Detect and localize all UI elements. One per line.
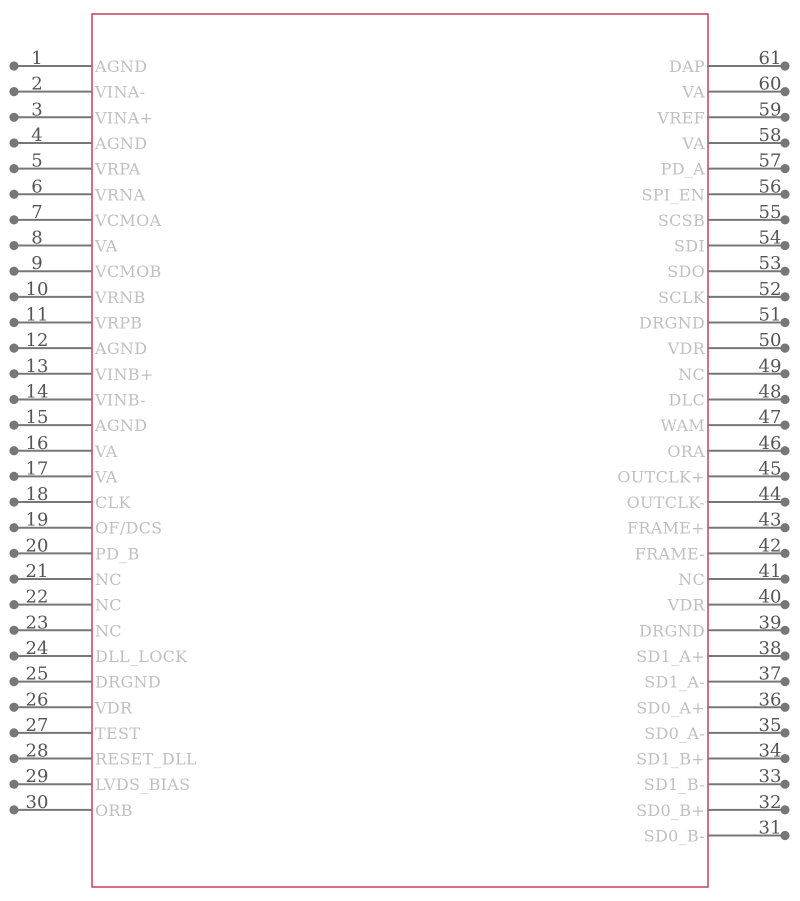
pin-53 [667, 253, 789, 281]
pin-20 [9, 535, 139, 563]
pin-terminal[interactable] [9, 190, 18, 199]
pin-19 [9, 510, 162, 538]
pin-terminal[interactable] [780, 677, 789, 686]
pin-47 [661, 407, 790, 435]
pin-25 [9, 664, 161, 692]
pin-terminal[interactable] [780, 61, 789, 70]
pin-name: NC [95, 570, 122, 589]
pin-name: SD0_A- [644, 723, 705, 743]
pin-number: 15 [25, 407, 49, 429]
pin-name: ORA [667, 441, 705, 461]
pin-name: FRAME- [634, 544, 705, 564]
pin-name: SD0_B+ [636, 800, 705, 820]
pin-terminal[interactable] [9, 780, 18, 789]
pin-number: 20 [25, 535, 49, 557]
pin-number: 8 [31, 227, 43, 249]
pin-15 [9, 407, 147, 435]
pin-terminal[interactable] [780, 113, 789, 122]
pin-number: 34 [758, 740, 782, 762]
pin-name: VRPA [95, 159, 141, 179]
pin-number: 17 [25, 458, 49, 480]
pin-name: SD0_B- [643, 826, 705, 846]
pin-name: SD0_A+ [636, 698, 705, 718]
pin-10 [9, 279, 145, 307]
pin-26 [9, 689, 133, 717]
pin-terminal[interactable] [780, 805, 789, 814]
pin-name: SD1_A- [644, 672, 705, 692]
pin-number: 37 [758, 663, 782, 685]
pin-name: VRNA [95, 185, 146, 205]
left-pin-column [9, 48, 196, 820]
pin-terminal[interactable] [9, 626, 18, 635]
pin-terminal[interactable] [9, 267, 18, 276]
pin-27 [9, 715, 140, 743]
pin-name: VA [95, 236, 118, 256]
pin-60 [681, 74, 789, 102]
pin-name: RESET_DLL [95, 749, 197, 769]
pin-number: 55 [758, 201, 782, 223]
pin-51 [639, 305, 790, 333]
pin-name: SD1_A+ [636, 646, 705, 666]
pin-4 [9, 125, 147, 153]
pin-39 [639, 612, 790, 640]
pin-18 [9, 484, 131, 512]
pin-terminal[interactable] [9, 395, 18, 404]
pin-terminal[interactable] [9, 446, 18, 455]
pin-terminal[interactable] [9, 113, 18, 122]
pin-number: 60 [758, 73, 782, 95]
pin-terminal[interactable] [9, 497, 18, 506]
pin-name: VINB- [95, 390, 146, 410]
pin-number: 1 [31, 48, 43, 69]
pin-number: 28 [25, 740, 49, 762]
pin-6 [9, 176, 145, 204]
pin-number: 32 [758, 791, 782, 813]
pin-name: NC [678, 570, 705, 589]
pin-3 [9, 99, 153, 127]
pin-name: VDR [667, 339, 705, 359]
pin-number: 7 [31, 201, 43, 223]
pin-name: VRNB [95, 287, 146, 307]
pin-48 [668, 381, 789, 409]
pin-terminal[interactable] [780, 831, 789, 840]
pin-name: SD1_B- [643, 775, 705, 795]
pin-56 [641, 176, 789, 204]
pin-terminal[interactable] [780, 292, 789, 301]
pin-number: 30 [25, 791, 49, 813]
pin-terminal[interactable] [9, 574, 18, 583]
pin-31 [644, 818, 790, 846]
pin-number: 44 [758, 484, 782, 506]
pin-number: 54 [758, 227, 782, 249]
pin-number: 57 [758, 150, 782, 172]
pin-name: SCLK [658, 287, 705, 307]
pin-number: 3 [31, 99, 43, 121]
pin-38 [636, 638, 789, 666]
pin-name: SDO [667, 262, 705, 282]
pin-number: 59 [758, 99, 782, 121]
pin-50 [667, 330, 790, 358]
pin-number: 50 [758, 330, 782, 352]
pin-name: VA [682, 133, 705, 153]
pin-number: 52 [758, 278, 782, 300]
pin-terminal[interactable] [9, 472, 18, 481]
pin-terminal[interactable] [9, 523, 18, 532]
pin-name: AGND [95, 416, 148, 436]
pin-number: 36 [758, 689, 782, 711]
pin-7 [9, 202, 161, 230]
pin-name: NC [678, 364, 705, 384]
pin-terminal[interactable] [780, 190, 789, 199]
pin-number: 42 [758, 535, 782, 557]
pin-terminal[interactable] [9, 292, 18, 301]
pin-number: 24 [25, 637, 49, 659]
pin-terminal[interactable] [9, 600, 18, 609]
pin-terminal[interactable] [780, 574, 789, 583]
pin-2 [9, 74, 145, 102]
pin-number: 16 [25, 432, 49, 454]
pin-name: OUTCLK+ [617, 467, 705, 487]
pin-terminal[interactable] [780, 549, 789, 558]
pin-name: VRPB [95, 313, 143, 333]
pin-name: SCSB [657, 210, 705, 230]
pin-terminal[interactable] [9, 549, 18, 558]
pin-terminal[interactable] [780, 600, 789, 609]
pin-number: 12 [25, 330, 49, 352]
pin-number: 48 [758, 381, 782, 403]
pin-number: 23 [25, 612, 49, 634]
pin-number: 25 [25, 663, 49, 685]
pin-number: 39 [758, 612, 782, 634]
pin-17 [9, 458, 117, 486]
pin-number: 2 [31, 73, 43, 95]
pin-number: 13 [25, 355, 49, 377]
pin-name: SD1_B+ [636, 749, 705, 769]
pin-13 [9, 356, 153, 384]
pin-terminal[interactable] [9, 61, 18, 70]
pin-name: WAM [660, 416, 705, 436]
pin-name: DLC [668, 390, 705, 410]
pin-terminal[interactable] [780, 728, 789, 737]
pin-number: 41 [758, 561, 782, 582]
pin-terminal[interactable] [9, 369, 18, 378]
pin-name: NC [95, 595, 122, 615]
pin-terminal[interactable] [780, 497, 789, 506]
pin-8 [9, 228, 117, 256]
pin-terminal[interactable] [9, 215, 18, 224]
pin-55 [658, 202, 790, 230]
pin-number: 51 [758, 304, 782, 326]
pin-terminal[interactable] [780, 446, 789, 455]
pin-number: 22 [25, 586, 49, 608]
pin-9 [9, 253, 161, 281]
pin-name: OF/DCS [95, 518, 163, 538]
pin-number: 58 [758, 124, 782, 146]
pin-45 [617, 458, 789, 486]
pin-name: NC [95, 621, 122, 641]
pin-46 [667, 433, 789, 461]
pin-name: AGND [95, 133, 148, 153]
pin-35 [644, 715, 789, 743]
pin-number: 21 [25, 561, 49, 582]
pin-number: 33 [758, 766, 782, 788]
pin-12 [9, 330, 147, 358]
pin-name: VCMOA [95, 210, 162, 230]
pin-name: VA [682, 82, 705, 102]
pin-terminal[interactable] [780, 164, 789, 173]
pin-name: CLK [95, 493, 131, 513]
pin-28 [9, 741, 196, 769]
pin-number: 61 [758, 48, 782, 69]
pin-number: 46 [758, 432, 782, 454]
pin-terminal[interactable] [9, 754, 18, 763]
pin-61 [669, 48, 790, 76]
pin-terminal[interactable] [9, 344, 18, 353]
pin-name: OUTCLK- [626, 493, 705, 513]
pin-1 [9, 48, 147, 76]
pin-name: FRAME+ [627, 518, 705, 538]
pin-terminal[interactable] [780, 651, 789, 660]
pin-number: 38 [758, 637, 782, 659]
pin-name: AGND [95, 339, 148, 359]
pin-terminal[interactable] [9, 87, 18, 96]
pin-22 [9, 587, 121, 615]
pin-terminal[interactable] [9, 241, 18, 250]
pin-40 [667, 587, 790, 615]
pin-54 [674, 228, 790, 256]
pin-33 [644, 766, 790, 794]
pin-42 [635, 535, 790, 563]
pin-terminal[interactable] [9, 677, 18, 686]
pin-terminal[interactable] [780, 344, 789, 353]
pin-number: 56 [758, 176, 782, 198]
pin-terminal[interactable] [780, 780, 789, 789]
pin-terminal[interactable] [780, 395, 789, 404]
pin-terminal[interactable] [780, 87, 789, 96]
pin-name: VINB+ [95, 364, 154, 384]
pin-number: 31 [758, 817, 782, 839]
pin-name: VCMOB [95, 262, 162, 282]
pin-name: VA [95, 441, 118, 461]
pin-terminal[interactable] [780, 241, 789, 250]
pin-terminal[interactable] [780, 318, 789, 327]
pin-number: 6 [31, 176, 43, 198]
pin-number: 5 [31, 150, 43, 172]
pin-terminal[interactable] [780, 138, 789, 147]
pin-name: VREF [657, 108, 705, 128]
pin-number: 29 [25, 766, 49, 788]
pin-number: 9 [31, 253, 43, 275]
pin-terminal[interactable] [9, 318, 18, 327]
pin-number: 18 [25, 484, 49, 506]
pin-terminal[interactable] [780, 215, 789, 224]
pin-terminal[interactable] [9, 703, 18, 712]
pin-terminal[interactable] [9, 138, 18, 147]
right-pin-column [617, 48, 789, 846]
pin-number: 40 [758, 586, 782, 608]
pin-number: 27 [25, 714, 49, 736]
pin-name: SDI [673, 236, 705, 256]
pin-30 [9, 792, 132, 820]
pin-57 [661, 151, 790, 179]
pin-16 [9, 433, 117, 461]
pin-58 [681, 125, 789, 153]
pin-name: VA [95, 467, 118, 487]
pin-terminal[interactable] [780, 523, 789, 532]
pin-name: VINA- [95, 82, 146, 102]
pin-number: 19 [25, 509, 49, 531]
pin-name: DRGND [639, 621, 705, 641]
pin-name: VDR [667, 595, 705, 615]
pin-52 [658, 279, 790, 307]
pin-59 [656, 99, 789, 127]
pin-name: AGND [95, 57, 148, 76]
pin-terminal[interactable] [780, 472, 789, 481]
pin-name: PD_B [95, 544, 140, 564]
pin-name: DAP [668, 57, 705, 76]
pin-number: 45 [758, 458, 782, 480]
pin-terminal[interactable] [780, 421, 789, 430]
pin-21 [9, 561, 121, 589]
pin-number: 47 [758, 407, 782, 429]
pin-name: PD_A [660, 159, 705, 179]
pin-number: 10 [25, 278, 49, 300]
pin-name: DRGND [95, 672, 161, 692]
pin-name: VINA+ [95, 108, 154, 128]
pin-terminal[interactable] [9, 421, 18, 430]
pin-number: 49 [758, 355, 782, 377]
pin-name: DRGND [639, 313, 705, 333]
pin-37 [644, 664, 789, 692]
pin-name: DLL_LOCK [95, 646, 188, 666]
pin-number: 53 [758, 253, 782, 275]
pin-34 [636, 741, 790, 769]
pin-number: 35 [758, 714, 782, 736]
pin-name: LVDS_BIAS [95, 775, 191, 795]
pin-41 [678, 561, 789, 589]
pin-number: 11 [25, 304, 49, 326]
pin-terminal[interactable] [9, 728, 18, 737]
pin-terminal[interactable] [9, 164, 18, 173]
pin-name: SPI_EN [641, 185, 705, 205]
pin-32 [636, 792, 790, 820]
pin-terminal[interactable] [780, 369, 789, 378]
pin-name: ORB [95, 800, 133, 820]
pin-49 [678, 356, 789, 384]
pin-29 [9, 766, 190, 794]
pin-terminal[interactable] [780, 754, 789, 763]
pin-number: 4 [31, 124, 43, 146]
pin-terminal[interactable] [9, 805, 18, 814]
pin-5 [9, 151, 140, 179]
pin-36 [636, 689, 789, 717]
pin-name: TEST [95, 723, 141, 743]
pin-terminal[interactable] [780, 626, 789, 635]
pin-terminal[interactable] [780, 267, 789, 276]
pin-name: VDR [95, 698, 133, 718]
pin-terminal[interactable] [780, 703, 789, 712]
pin-number: 43 [758, 509, 782, 531]
pin-number: 26 [25, 689, 49, 711]
pin-11 [9, 305, 142, 333]
pin-terminal[interactable] [9, 651, 18, 660]
pin-23 [9, 612, 121, 640]
pin-24 [9, 638, 188, 666]
pin-number: 14 [25, 381, 49, 403]
pin-14 [9, 381, 145, 409]
